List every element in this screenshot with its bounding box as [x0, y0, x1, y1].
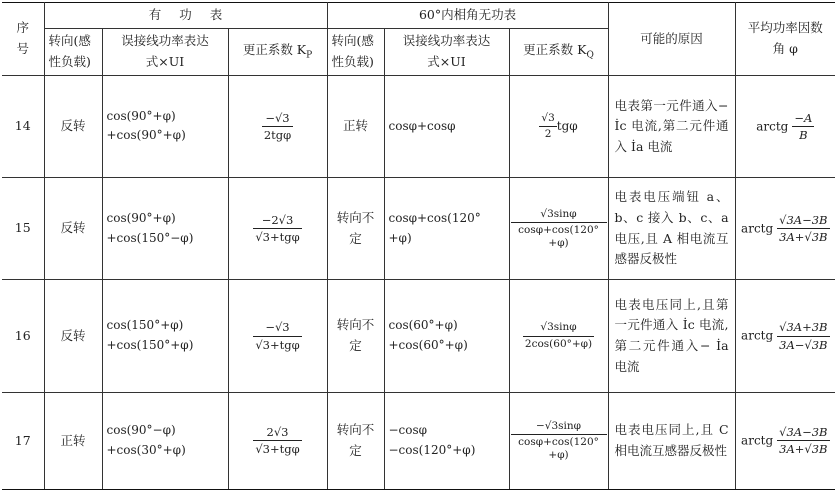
- header-q-err-expr: 误接线功率表达式×UI: [384, 28, 509, 75]
- kq-numerator: √3: [539, 112, 556, 127]
- q-expr-line-1: cosφ+cos(120°: [388, 210, 481, 225]
- pf-prefix: arctg: [741, 221, 774, 236]
- kp-denominator: √3+tgφ: [255, 337, 300, 352]
- pf-numerator: −A: [792, 111, 814, 127]
- row-number: 14: [2, 75, 44, 177]
- avg-power-factor-angle: [735, 75, 835, 177]
- table-row: [2, 392, 835, 489]
- p-turn-direction: 反转: [44, 280, 102, 392]
- p-expr-line-2: +cos(90°+φ): [106, 128, 186, 143]
- p-error-expression: [102, 280, 228, 392]
- kp-fraction: [253, 213, 301, 245]
- q-turn-direction: 正转: [327, 75, 384, 177]
- p-error-expression: [102, 392, 228, 489]
- kq-denominator: 2cos(60°+φ): [524, 337, 593, 350]
- possible-reason: 电表第一元件通入− İc 电流,第二元件通入 İa 电流: [608, 75, 735, 177]
- header-row-1: [2, 3, 835, 29]
- avg-power-factor-angle: [735, 280, 835, 392]
- header-avg-pf: 平均功率因数角 φ: [735, 3, 835, 76]
- p-correction-coef: [228, 392, 327, 489]
- kq-fraction: [539, 112, 556, 141]
- kq-fraction: [511, 208, 607, 250]
- header-seq: 序号: [2, 3, 44, 76]
- kq-denominator: cosφ+cos(120°+φ): [518, 223, 599, 249]
- pf-denominator: 3A+√3B: [779, 230, 828, 245]
- kp-numerator: −2√3: [253, 213, 301, 229]
- q-error-expression: [384, 178, 509, 280]
- row-number: 16: [2, 280, 44, 392]
- table-row: [2, 280, 835, 392]
- kp-denominator: 2tgφ: [263, 127, 292, 142]
- possible-reason: 电表电压同上,且 C 相电流互感器反极性: [608, 392, 735, 489]
- kp-denominator: √3+tgφ: [255, 230, 300, 245]
- p-expr-line-1: cos(90°+φ): [106, 108, 176, 123]
- pf-denominator: B: [799, 127, 808, 142]
- pf-fraction: [792, 111, 814, 143]
- p-correction-coef: [228, 178, 327, 280]
- header-coef-q: [509, 28, 608, 75]
- p-turn-direction: 反转: [44, 75, 102, 177]
- table-row: [2, 75, 835, 177]
- q-turn-direction: 转向不定: [327, 392, 384, 489]
- q-correction-coef: [509, 280, 608, 392]
- kq-numerator: −√3sinφ: [511, 420, 607, 435]
- kq-denominator: 2: [544, 127, 552, 140]
- header-active-group: 有 功 表: [44, 3, 327, 29]
- q-turn-direction: 转向不定: [327, 178, 384, 280]
- p-expr-line-2: +cos(150°+φ): [106, 338, 194, 353]
- p-expr-line-2: +cos(150°−φ): [106, 230, 194, 245]
- header-coef-q-sub: Q: [586, 50, 594, 61]
- header-coef-q-text: 更正系数 K: [523, 42, 587, 58]
- header-coef-p: [228, 28, 327, 75]
- q-expr-line-2: −cos(120°+φ): [388, 442, 476, 457]
- kq-suffix: tgφ: [556, 118, 578, 133]
- pf-numerator: √3A−3B: [777, 213, 829, 229]
- header-q-turn-dir: 转向(感性负载): [327, 28, 384, 75]
- header-reason: 可能的原因: [608, 3, 735, 76]
- p-turn-direction: 反转: [44, 178, 102, 280]
- pf-prefix: arctg: [741, 433, 774, 448]
- kp-numerator: −√3: [262, 111, 293, 127]
- q-correction-coef: [509, 178, 608, 280]
- kq-numerator: √3sinφ: [523, 321, 594, 336]
- header-coef-p-text: 更正系数 K: [242, 42, 307, 58]
- q-correction-coef: [509, 75, 608, 177]
- header-coef-p-sub: P: [306, 50, 313, 61]
- q-expr-line-2: +φ): [388, 230, 412, 245]
- q-error-expression: [384, 75, 509, 177]
- row-number: 17: [2, 392, 44, 489]
- possible-reason: 电表电压同上,且第一元件通入 İc 电流,第二元件通入− İa 电流: [608, 280, 735, 392]
- row-number: 15: [2, 178, 44, 280]
- wiring-error-table: [2, 2, 835, 490]
- p-expr-line-1: cos(150°+φ): [106, 318, 184, 333]
- kq-denominator: cosφ+cos(120°+φ): [518, 435, 599, 461]
- q-expr-line-2: +cos(60°+φ): [388, 338, 468, 353]
- pf-prefix: arctg: [756, 118, 789, 133]
- pf-numerator: √3A+3B: [777, 320, 829, 336]
- header-reactive-group: 60°内相角无功表: [327, 3, 608, 29]
- kp-denominator: √3+tgφ: [255, 442, 300, 457]
- pf-prefix: arctg: [741, 328, 774, 343]
- q-correction-coef: [509, 392, 608, 489]
- q-expr-line-1: cos(60°+φ): [388, 318, 458, 333]
- p-error-expression: [102, 75, 228, 177]
- pf-denominator: 3A+√3B: [779, 442, 828, 457]
- p-correction-coef: [228, 280, 327, 392]
- pf-numerator: √3A−3B: [777, 425, 829, 441]
- kp-numerator: 2√3: [253, 425, 301, 441]
- q-turn-direction: 转向不定: [327, 280, 384, 392]
- p-error-expression: [102, 178, 228, 280]
- p-expr-line-1: cos(90°−φ): [106, 423, 176, 438]
- p-correction-coef: [228, 75, 327, 177]
- kq-fraction: [511, 420, 607, 462]
- q-expr-line-1: −cosφ: [388, 423, 428, 438]
- table-row: [2, 178, 835, 280]
- avg-power-factor-angle: [735, 392, 835, 489]
- kp-numerator: −√3: [253, 320, 301, 336]
- avg-power-factor-angle: [735, 178, 835, 280]
- q-expr-line-1: cosφ+cosφ: [388, 118, 456, 133]
- pf-fraction: [777, 213, 829, 245]
- kq-numerator: √3sinφ: [511, 208, 607, 223]
- p-expr-line-1: cos(90°+φ): [106, 210, 176, 225]
- header-p-err-expr: 误接线功率表达式×UI: [102, 28, 228, 75]
- pf-fraction: [777, 320, 829, 352]
- pf-fraction: [777, 425, 829, 457]
- p-expr-line-2: +cos(30°+φ): [106, 442, 186, 457]
- kp-fraction: [262, 111, 293, 143]
- possible-reason: 电表电压端钮 a、b、c 接入 b、c、a 电压,且 A 相电流互感器反极性: [608, 178, 735, 280]
- q-error-expression: [384, 280, 509, 392]
- p-turn-direction: 正转: [44, 392, 102, 489]
- header-p-turn-dir: 转向(感性负载): [44, 28, 102, 75]
- kq-fraction: [523, 321, 594, 350]
- kp-fraction: [253, 425, 301, 457]
- kp-fraction: [253, 320, 301, 352]
- q-error-expression: [384, 392, 509, 489]
- pf-denominator: 3A−√3B: [779, 337, 828, 352]
